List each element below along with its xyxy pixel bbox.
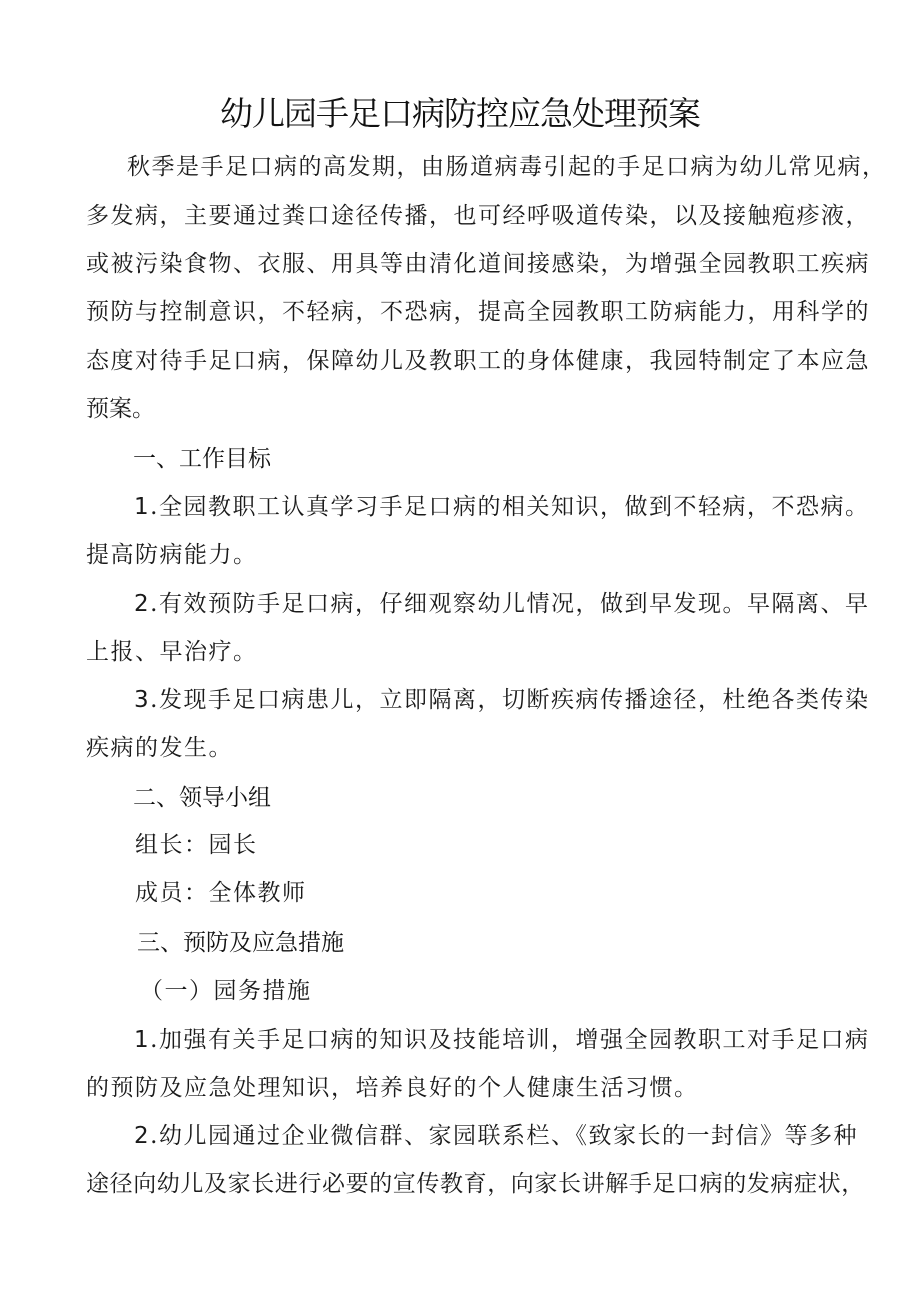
intro-line: 态度对待手足口病，保障幼儿及教职工的身体健康，我园特制定了本应急 bbox=[86, 348, 870, 374]
list-item bbox=[134, 492, 869, 522]
item-text: .加强有关手足口病的知识及技能培训，增强全园教职工对手足口病 bbox=[150, 1027, 870, 1053]
list-item-continuation: 提高防病能力。 bbox=[86, 542, 258, 568]
intro-line: 多发病，主要通过粪口途径传播，也可经呼吸道传染，以及接触疱疹液， bbox=[86, 203, 870, 229]
item-number: 2 bbox=[134, 1123, 151, 1149]
list-item bbox=[134, 685, 869, 715]
list-item-continuation: 途径向幼儿及家长进行必要的宣传教育，向家长讲解手足口病的发病症状， bbox=[86, 1171, 865, 1197]
subsection-heading: （一）园务措施 bbox=[140, 978, 312, 1004]
intro-line: 预防与控制意识，不轻病，不恐病，提高全园教职工防病能力，用科学的 bbox=[86, 299, 870, 325]
item-text: .幼儿园通过企业微信群、家园联系栏、《致家长的一封信》等多种 bbox=[150, 1123, 858, 1149]
list-item-continuation: 上报、早治疗。 bbox=[86, 639, 258, 665]
intro-line: 秋季是手足口病的高发期，由肠道病毒引起的手足口病为幼儿常见病， bbox=[127, 154, 887, 180]
item-text: .全园教职工认真学习手足口病的相关知识，做到不轻病，不恐病。 bbox=[150, 494, 870, 520]
section-heading-measures: 三、预防及应急措施 bbox=[137, 930, 344, 956]
list-item bbox=[134, 1025, 869, 1055]
list-item bbox=[134, 1121, 858, 1151]
intro-line: 或被污染食物、衣服、用具等由清化道间接感染，为增强全园教职工疾病 bbox=[86, 251, 870, 277]
item-number: 3 bbox=[134, 687, 151, 713]
section-heading-leadership: 二、领导小组 bbox=[133, 785, 271, 811]
members-line: 成员：全体教师 bbox=[135, 880, 307, 906]
list-item-continuation: 的预防及应急处理知识，培养良好的个人健康生活习惯。 bbox=[86, 1075, 699, 1101]
item-text: .有效预防手足口病，仔细观察幼儿情况，做到早发现。早隔离、早 bbox=[150, 591, 870, 617]
list-item bbox=[134, 589, 869, 619]
intro-line: 预案。 bbox=[86, 396, 155, 422]
section-heading-goals: 一、工作目标 bbox=[133, 446, 271, 472]
item-text: .发现手足口病患儿，立即隔离，切断疾病传播途径，杜绝各类传染 bbox=[150, 687, 870, 713]
document-title: 幼儿园手足口病防控应急处理预案 bbox=[220, 94, 700, 133]
item-number: 2 bbox=[134, 591, 151, 617]
item-number: 1 bbox=[134, 1027, 151, 1053]
item-number: 1 bbox=[134, 494, 151, 520]
leader-line: 组长：园长 bbox=[135, 832, 258, 858]
list-item-continuation: 疾病的发生。 bbox=[86, 735, 233, 761]
